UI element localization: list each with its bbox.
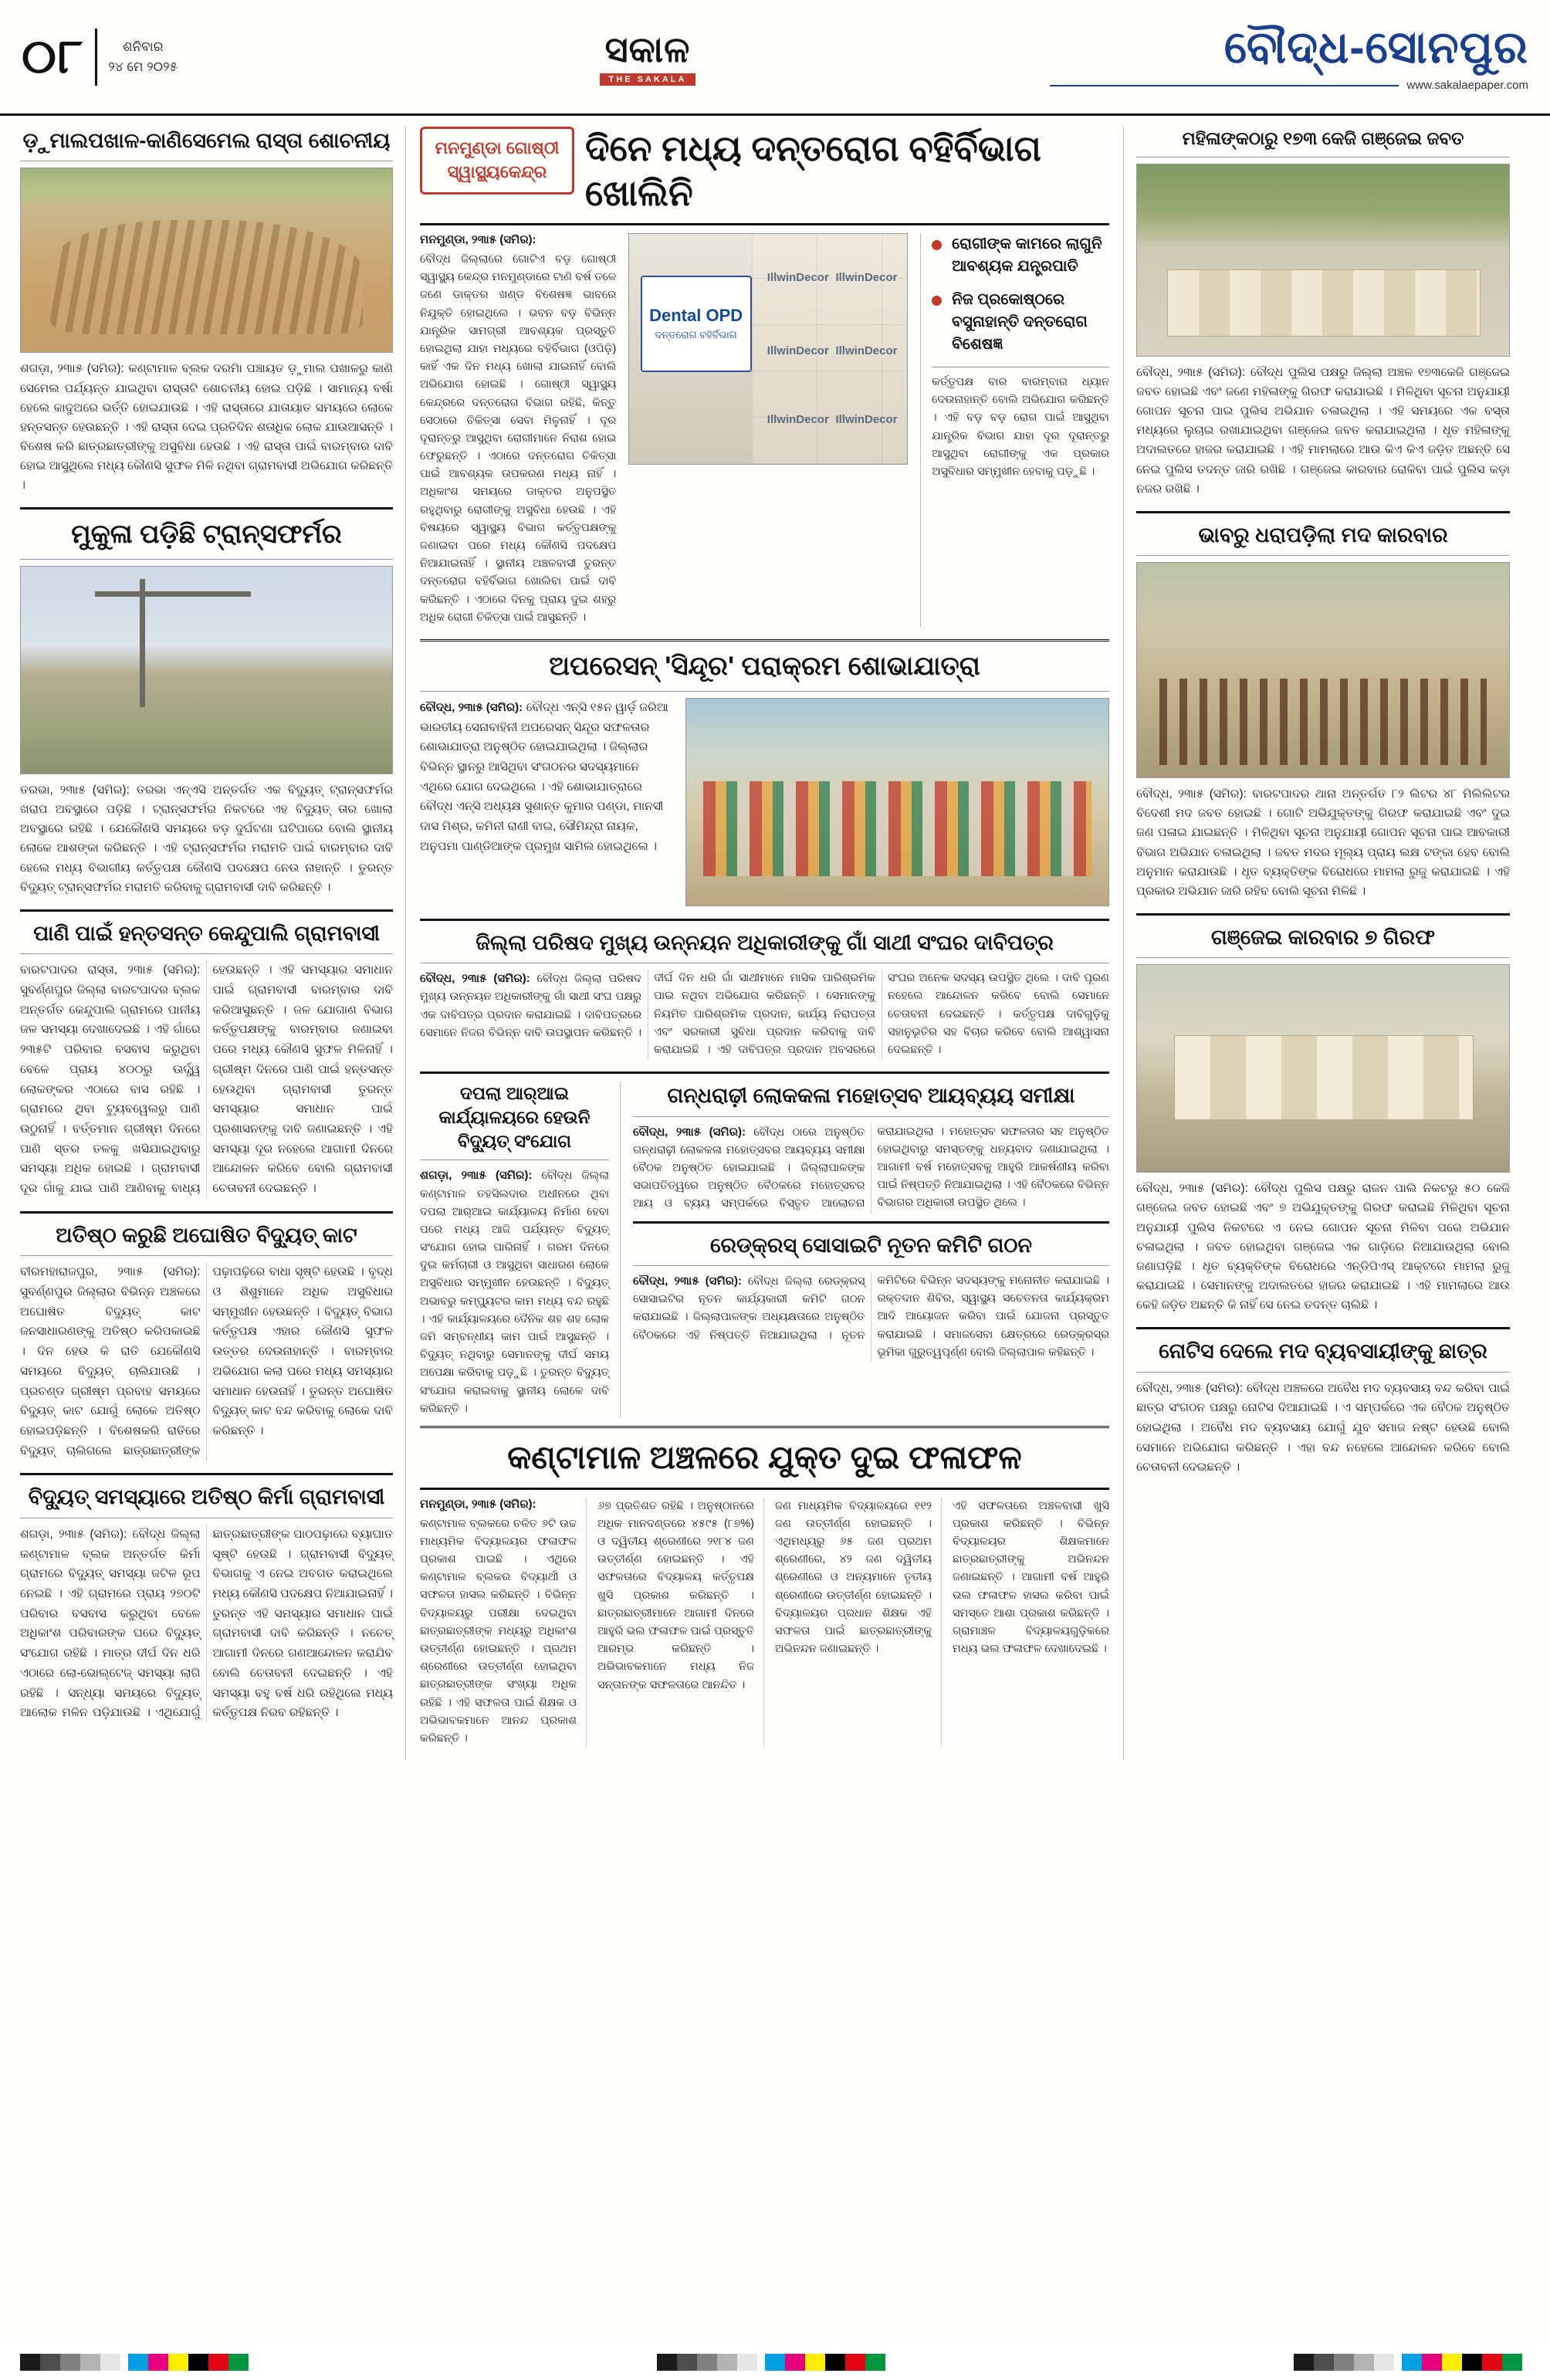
brand-label-1: IllwinDecor bbox=[767, 270, 829, 284]
body-water: ବାରଟପାଦର ରାସ୍ତା, ୨୩ା୫ (ସମିର): ସୁବର୍ଣ୍ଣପୁର ଜିଲ୍ଲା ବାରଟପାଦର ବ୍ଲକ ଅନ୍ତର୍ଗତ କେନ୍ଦୁପାଲି ଗ୍ରାମରେ ପାନୀୟ ଜଳ ସମସ୍ୟା ଦେଖାଦେଇଛି । ଏହି ଗାଁରେ ୨୩୫ଟି ପରିବାର ବସବାସ କରୁଥିବା ବେଳେ ପ୍ରାୟ ୪୦୦ରୁ ଊର୍ଦ୍ଧ୍ୱ ଲୋକଙ୍କର ଏଠାରେ ବାସ ରହିଛି । ଗ୍ରାମରେ ଥିବା ଟ୍ୟୁବୱେଲରୁ ପାଣି ଉଠୁନାହିଁ । ବର୍ତ୍ତମାନ ଗ୍ରୀଷ୍ମ ଦିନରେ ପାଣି ସ୍ତର ତଳକୁ ଖସିଯାଇଥିବାରୁ ସମସ୍ୟା ଅଧିକ ହୋଇଛି । ଗ୍ରାମବାସୀ ଦୂର ଗାଁକୁ ଯାଇ ପାଣି ଆଣିବାକୁ ବାଧ୍ୟ ହେଉଛନ୍ତି । ଏହି ସମସ୍ୟାର ସମାଧାନ ପାଇଁ ଗ୍ରାମବାସୀ ବାରମ୍ବାର ଦାବି କରିଆସୁଛନ୍ତି । ଜଳ ଯୋଗାଣ ବିଭାଗ କର୍ତ୍ତୃପକ୍ଷଙ୍କୁ ବାରମ୍ବାର ଜଣାଇବା ପରେ ମଧ୍ୟ କୌଣସି ସୁଫଳ ମିଳିନାହିଁ । ଗ୍ରୀଷ୍ମ ଦିନରେ ପାଣି ପାଇଁ ହନ୍ତସନ୍ତ ହେଉଥିବା ଗ୍ରାମବାସୀ ତୁରନ୍ତ ସମସ୍ୟାର ସମାଧାନ ପାଇଁ ପ୍ରଶାସନଙ୍କୁ ଦାବି ଜଣାଇଛନ୍ତି । ଏହି ସମସ୍ୟା ଦୂର ନହେଲେ ଆଗାମୀ ଦିନରେ ଆନ୍ଦୋଳନ କରିବେ ବୋଲି ଗ୍ରାମବାସୀ ଚେତାବନୀ ଦେଇଛନ୍ତି । bbox=[20, 963, 393, 1196]
article-student-notice bbox=[1136, 1337, 1510, 1478]
byline-gandharati: ବୌଦ୍ଧ, ୨୩ା୫ (ସମିର): bbox=[633, 1125, 746, 1139]
page-number-block bbox=[22, 29, 245, 86]
publication-day: ଶନିବାର bbox=[122, 39, 164, 54]
headline-liquor: ଭାବରୁ ଧରାପଡ଼ିଲା ମଦ କାରବାର bbox=[1198, 523, 1448, 547]
byline-zp: ବୌଦ୍ଧ, ୨୩ା୫ (ସମିର): bbox=[420, 972, 530, 986]
key-points-list bbox=[932, 233, 1109, 356]
kantamal-columns bbox=[420, 1498, 1109, 1748]
headline-transformer: ମୁକୁଳା ପଡ଼ିଛି ଟ୍ରାନ୍ସଫର୍ମର bbox=[71, 520, 342, 550]
brand-label-3: IllwinDecor bbox=[767, 344, 829, 358]
opd-wall-tiles bbox=[752, 234, 908, 464]
edition-rule-line bbox=[1050, 85, 1399, 86]
publication-date-value: ୨୪ ମେ ୨୦୨୫ bbox=[108, 59, 178, 74]
article-kirma-power bbox=[20, 1483, 393, 1723]
body-kantamal-col4: ଏହି ସଫଳତାରେ ଅଞ୍ଚଳବାସୀ ଖୁସି ପ୍ରକାଶ କରିଛନ୍ତି । ବିଭିନ୍ନ ବିଦ୍ୟାଳୟର ଶିକ୍ଷକମାନେ ଛାତ୍ରଛାତ୍ରୀଙ୍କୁ ଅଭିନନ୍ଦନ ଜଣାଇଛନ୍ତି । ଆଗାମୀ ବର୍ଷ ଆହୁରି ଭଲ ଫଳାଫଳ ହାସଲ କରିବା ପାଇଁ ସମସ୍ତେ ଆଶା ପ୍ରକାଶ କରିଛନ୍ତି । ଗ୍ରାମାଞ୍ଚଳ ବିଦ୍ୟାଳୟଗୁଡ଼ିକରେ ମଧ୍ୟ ଭଲ ଫଳାଫଳ ଦେଖାଦେଇଛି । bbox=[953, 1499, 1109, 1656]
edition-block bbox=[1050, 22, 1528, 92]
damaged-village-road-photo bbox=[20, 168, 393, 353]
headline-dapala: ଦପଲା ଆର୍‌ଆଇ କାର୍ଯ୍ୟାଳୟରେ ହେଉନି ବିଦ୍ୟୁତ୍ ସଂଯୋଗ bbox=[438, 1083, 591, 1152]
body-liquor: ବୌଦ୍ଧ, ୨୩ା୫ (ସମିର): ବାରଟପାଦର ଥାନା ଅନ୍ତର୍ଗତ ୮୨ ଲିଟର ୪୮ ମିଲିଲିଟର ବିଦେଶୀ ମଦ ଜବତ ହୋଇଛି । ଗୋଟି ଅଭିଯୁକ୍ତଙ୍କୁ ଗିରଫ କରାଯାଇଛି ଏବଂ ଦୁଇ ଜଣ ପଳାଇ ଯାଇଛନ୍ତି । ମିଳିଥିବା ସୂଚନା ଅନୁଯାୟୀ ଗୋପନ ସୂଚନା ପାଇ ଆବକାରୀ ବିଭାଗ ଅଭିଯାନ ଚଳାଇଥିଲା । ଜବତ ମଦର ମୂଲ୍ୟ ପ୍ରାୟ ଲକ୍ଷ ଟଙ୍କା ହେବ ବୋଲି ଅନୁମାନ କରାଯାଉଛି । ଧୃତ ବ୍ୟକ୍ତିଙ୍କ ବିରୋଧରେ ମାମଲା ରୁଜୁ କରାଯାଇଛି । ଏହି ପ୍ରକାର ଅଭିଯାନ ଜାରି ରହିବ ବୋଲି ସୂଚନା ମିଳିଛି । bbox=[1136, 787, 1510, 898]
color-swatch-group-3 bbox=[1402, 2354, 1522, 2371]
sub-stories-row bbox=[420, 1082, 1109, 1418]
body-kantamal-col1: କଣ୍ଟାମାଳ ବ୍ଲକରେ ଚଳିତ ୬ଟି ଉଚ୍ଚ ମାଧ୍ୟମିକ ବିଦ୍ୟାଳୟର ଫଳାଫଳ ପ୍ରକାଶ ପାଇଛି । ଏଥିରେ କଣ୍ଟାମାଳ ବ୍ଲକର ବିଦ୍ୟାର୍ଥୀ ଓ ସଫଳତା ହାସଲ କରିଛନ୍ତି । ବିଭିନ୍ନ ବିଦ୍ୟାଳୟରୁ ପରୀକ୍ଷା ଦେଇଥିବା ଛାତ୍ରଛାତ୍ରୀଙ୍କ ମଧ୍ୟରୁ ଅଧିକାଂଶ ଉତ୍ତୀର୍ଣ୍ଣ ହୋଇଛନ୍ତି । ପ୍ରଥମ ଶ୍ରେଣୀରେ ଉତ୍ତୀର୍ଣ୍ଣ ହୋଇଥିବା ଛାତ୍ରଛାତ୍ରୀଙ୍କ ସଂଖ୍ୟା ଅଧିକ ରହିଛି । ଏହି ସଫଳତା ପାଇଁ ଶିକ୍ଷକ ଓ ଅଭିଭାବକମାନେ ଆନନ୍ଦ ପ୍ରକାଶ କରିଛନ୍ତି । bbox=[420, 1517, 577, 1745]
gray-scale-group-3 bbox=[1294, 2354, 1394, 2371]
print-registration-bar bbox=[0, 2344, 1550, 2380]
caption-transformer: ତରଭା, ୨୩ା୫ (ସମିର): ତରଭା ଏନ୍‌ଏସି ଅନ୍ତର୍ଗତ ଏକ ବିଦ୍ୟୁତ୍ ଟ୍ରାନ୍ସଫର୍ମର ଖରାପ ଅବସ୍ଥାରେ ପଡ଼ିଛି । ଟ୍ରାନ୍ସଫର୍ମର ନିକଟରେ ଏହ ବିଦ୍ୟୁତ୍ ତାର ଖୋଲା ଅବସ୍ଥାରେ ରହିଛି । ଯେକୌଣସି ସମୟରେ ବଡ଼ ଦୁର୍ଘଟଣା ଘଟିପାରେ ବୋଲି ସ୍ଥାନୀୟ ଲୋକେ ଆଶଙ୍କା କରିଛନ୍ତି । ଏହି ଟ୍ରାନ୍ସଫର୍ମର ମରାମତି ପାଇଁ ବାରମ୍ବାର ଦାବି ହେଲେ ମଧ୍ୟ ବିଭାଗୀୟ କର୍ତ୍ତୃପକ୍ଷ କୌଣସି ପଦକ୍ଷେପ ନେଉ ନାହାନ୍ତି । ତୁରନ୍ତ ବିଦ୍ୟୁତ୍ ଟ୍ରାନ୍ସଫର୍ମର ମରାମତି କରିବାକୁ ଗ୍ରାମବାସୀ ଦାବି କରିଛନ୍ତି । bbox=[20, 784, 393, 894]
body-kirma: ଶଗଡ଼ା, ୨୩ା୫ (ସମିର): ବୌଦ୍ଧ ଜିଲ୍ଲା କଣ୍ଟାମାଳ ବ୍ଲକ ଅନ୍ତର୍ଗତ କିର୍ମା ଗ୍ରାମରେ ବିଦ୍ୟୁତ୍ ସମସ୍ୟା ଜଟିଳ ରୂପ ନେଇଛି । ଏହି ଗ୍ରାମରେ ପ୍ରାୟ ୨୭୦ଟି ପରିବାର ବସବାସ କରୁଥିବା ବେଳେ ଅଧିକାଂଶ ପରିବାରଙ୍କ ଘରେ ବିଦ୍ୟୁତ୍ ସଂଯୋଗ ରହିଛି । ମାତ୍ର ଦୀର୍ଘ ଦିନ ଧରି ଏଠାରେ ଲୋ-ଭୋଲ୍ଟେଜ୍ ସମସ୍ୟା ଲାଗି ରହିଛି । ସନ୍ଧ୍ୟା ସମୟରେ ବିଦ୍ୟୁତ୍ ଆଲୋକ ମଳିନ ପଡ଼ିଯାଉଛି । ଏଥିଯୋଗୁଁ ଛାତ୍ରଛାତ୍ରୀଙ୍କ ପାଠପଢ଼ାରେ ବ୍ୟାଘାତ ସୃଷ୍ଟି ହେଉଛି । ଗ୍ରାମବାସୀ ବିଦ୍ୟୁତ୍ ବିଭାଗକୁ ଏ ନେଇ ଅବଗତ କରାଇଥିଲେ ମଧ୍ୟ କୌଣସି ପଦକ୍ଷେପ ନିଆଯାଇନାହିଁ । ତୁରନ୍ତ ଏହି ସମସ୍ୟାର ସମାଧାନ ପାଇଁ ଗ୍ରାମବାସୀ ଦାବି କରିଛନ୍ତି । ନଚେତ୍ ଆଗାମୀ ଦିନରେ ଗଣଆନ୍ଦୋଳନ କରାଯିବ ବୋଲି ଚେତାବନୀ ଦେଇଛନ୍ତି । ଏହି ସମସ୍ୟା ବହୁ ବର୍ଷ ଧରି ରହିଥିଲେ ମଧ୍ୟ କର୍ତ୍ତୃପକ୍ଷ ନିରବ ରହିଛନ୍ତି । bbox=[20, 1527, 394, 1720]
logo-subtitle: THE SAKALA bbox=[600, 73, 696, 86]
website-url[interactable]: www.sakalaepaper.com bbox=[1406, 79, 1528, 92]
gray-scale-group-2 bbox=[657, 2354, 757, 2371]
masthead-divider bbox=[95, 29, 97, 86]
body-zp-text: ବୌଦ୍ଧ ଜିଲ୍ଲା ପରିଷଦ ମୁଖ୍ୟ ଉନ୍ନୟନ ଅଧିକାରୀଙ୍କୁ ଗାଁ ସାଥୀ ସଂଘ ପକ୍ଷରୁ ଏକ ଦାବିପତ୍ର ପ୍ରଦାନ କରାଯାଇଛି । ଦାବିପତ୍ରରେ ସେମାନେ ନିଜର ବିଭିନ୍ନ ଦାବି ଉପସ୍ଥାପନ କରିଛନ୍ତି । ଦୀର୍ଘ ଦିନ ଧରି ଗାଁ ସାଥୀମାନେ ମାସିକ ପାରିଶ୍ରମିକ ପାଇ ନଥିବା ଅଭିଯୋଗ କରିଛନ୍ତି । ସେମାନଙ୍କୁ ନିୟମିତ ପାରିଶ୍ରମିକ ପ୍ରଦାନ, କାର୍ଯ୍ୟ ନିରାପତ୍ତା ଏବଂ ସରକାରୀ ସୁବିଧା ପ୍ରଦାନ କରିବାକୁ ଦାବି କରାଯାଇଛି । ଏହି ଦାବିପତ୍ର ପ୍ରଦାନ ଅବସରରେ ସଂଘର ଅନେକ ସଦସ୍ୟ ଉପସ୍ଥିତ ଥିଲେ । ଦାବି ପୂରଣ ନହେଲେ ଆନ୍ଦୋଳନ କରିବେ ବୋଲି ସେମାନେ ଚେତାବନୀ ଦେଇଛନ୍ତି । କର୍ତ୍ତୃପକ୍ଷ ଦାବିଗୁଡ଼ିକୁ ସହାନୁଭୂତିର ସହ ବିଚାର କରିବେ ବୋଲି ଆଶ୍ୱାସନା ଦେଇଛନ୍ତି । bbox=[420, 972, 1109, 1057]
article-dapala-power bbox=[420, 1082, 621, 1418]
body-gandharati-text: ବୌଦ୍ଧ ଠାରେ ଅନୁଷ୍ଠିତ ଗନ୍ଧରାଢ଼ୀ ଲୋକକଳା ମହୋତ୍ସବର ଆୟବ୍ୟୟ ସମୀକ୍ଷା ବୈଠକ ଅନୁଷ୍ଠିତ ହୋଇଯାଇଛି । ଜିଲ୍ଲାପାଳଙ୍କ ସଭାପତିତ୍ୱରେ ଅନୁଷ୍ଠିତ ବୈଠକରେ ମହୋତ୍ସବର ଆୟ ଓ ବ୍ୟୟ ସମ୍ପର୍କରେ ବିସ୍ତୃତ ଆଲୋଚନା କରାଯାଇଥିଲା । ମହୋତ୍ସବ ସଫଳତାର ସହ ଅନୁଷ୍ଠିତ ହୋଇଥିବାରୁ ସମସ୍ତଙ୍କୁ ଧନ୍ୟବାଦ ଜଣାଯାଇଥିଲା । ଆଗାମୀ ବର୍ଷ ମହୋତ୍ସବକୁ ଆହୁରି ଆକର୍ଷଣୀୟ କରିବା ପାଇଁ ନିଷ୍ପତ୍ତି ନିଆଯାଇଥିଲା । ଏହି ବୈଠକରେ ବିଭିନ୍ନ ବିଭାଗର ଅଧିକାରୀ ଉପସ୍ଥିତ ଥିଲେ । bbox=[633, 1125, 1109, 1210]
edition-name: ବୌଦ୍ଧ-ସୋନପୁର bbox=[1223, 22, 1528, 73]
brand-label-4: IllwinDecor bbox=[835, 344, 898, 358]
byline-redcross: ବୌଦ୍ଧ, ୨୩ା୫ (ସମିର): bbox=[633, 1275, 743, 1288]
opd-signboard bbox=[641, 276, 752, 372]
article-ganja-seizure bbox=[1136, 127, 1510, 499]
body-redcross-text: ବୌଦ୍ଧ ଜିଲ୍ଲା ରେଡ୍‌କ୍ରସ୍ ସୋସାଇଟିର ନୂତନ କାର୍ଯ୍ୟକାରୀ କମିଟି ଗଠନ କରାଯାଇଛି । ଜିଲ୍ଲାପାଳଙ୍କ ଅଧ୍ୟକ୍ଷତାରେ ଅନୁଷ୍ଠିତ ବୈଠକରେ ଏହି ନିଷ୍ପତ୍ତି ନିଆଯାଇଥିଲା । ନୂତନ କମିଟିରେ ବିଭିନ୍ନ ସଦସ୍ୟଙ୍କୁ ମନୋନୀତ କରାଯାଇଛି । ରକ୍ତଦାନ ଶିବିର, ସ୍ୱାସ୍ଥ୍ୟ ସଚେତନତା କାର୍ଯ୍ୟକ୍ରମ ଆଦି ଆୟୋଜନ କରିବା ପାଇଁ ଯୋଜନା ପ୍ରସ୍ତୁତ କରାଯାଇଛି । ସମାଜସେବା କ୍ଷେତ୍ରରେ ରେଡ୍‌କ୍ରସ୍‌ର ଭୂମିକା ଗୁରୁତ୍ୱପୂର୍ଣ୍ଣ ବୋଲି ଜିଲ୍ଲାପାଳ କହିଛନ୍ତି । bbox=[633, 1275, 1109, 1359]
left-column bbox=[20, 127, 406, 1760]
headline-gandharati: ଗନ୍ଧରାଢ଼ୀ ଲୋକକଳା ମହୋତ୍ସବ ଆୟବ୍ୟୟ ସମୀକ୍ଷା bbox=[667, 1084, 1075, 1108]
article-sindur-rally bbox=[420, 649, 1109, 906]
headline-dental-opd: ଦିନେ ମଧ୍ୟ ଦନ୍ତରୋଗ ବହିର୍ବିଭାଗ ଖୋଲିନି bbox=[585, 128, 1041, 213]
body-kantamal-col3: ଜଣ ମାଧ୍ୟମିକ ବିଦ୍ୟାଳୟରେ ୧୧୨ ଜଣ ଉତ୍ତୀର୍ଣ୍ଣ ହୋଇଛନ୍ତି । ଏଥିମଧ୍ୟରୁ ୬୫ ଜଣ ପ୍ରଥମ ଶ୍ରେଣୀରେ, ୪୨ ଜଣ ଦ୍ୱିତୀୟ ଶ୍ରେଣୀରେ ଓ ଅନ୍ୟମାନେ ତୃତୀୟ ଶ୍ରେଣୀରେ ଉତ୍ତୀର୍ଣ୍ଣ ହୋଇଛନ୍ତି । ବିଦ୍ୟାଳୟର ପ୍ରଧାନ ଶିକ୍ଷକ ଏହି ସଫଳତା ପାଇଁ ଛାତ୍ରଛାତ୍ରୀଙ୍କୁ ଅଭିନନ୍ଦନ ଜଣାଇଛନ୍ତି । bbox=[775, 1499, 932, 1656]
brand-label-2: IllwinDecor bbox=[835, 270, 898, 284]
article-road-condition bbox=[20, 127, 393, 495]
opd-sign-subtitle: ଦନ୍ତରୋଗ ବହିର୍ବିଭାଗ bbox=[655, 329, 737, 341]
page-number: ୦୮ bbox=[22, 29, 85, 83]
liquor-seizure-photo bbox=[1136, 562, 1510, 778]
ganja-seizure-police-photo bbox=[1136, 164, 1510, 357]
body-ganja-seizure: ବୌଦ୍ଧ, ୨୩ା୫ (ସମିର): ବୌଦ୍ଧ ପୁଲିସ ପକ୍ଷରୁ ଜିଲ୍ଲା ଅଞ୍ଚଳ ୧୭୩କେଜି ଗଞ୍ଜେଇ ଜବତ ହୋଇଛି ଏବଂ ଜଣେ ମହିଳାଙ୍କୁ ଗିରଫ କରାଯାଇଛି । ମିଳିଥିବା ସୂଚନା ଅନୁଯାୟୀ ଗୋପନ ସୂଚନା ପାଇ ପୁଲିସ ଅଭିଯାନ ଚଳାଇଥିଲା । ଏହି ସମୟରେ ଏକ ବସ୍ତା ମଧ୍ୟରେ ଲୁଚାଇ ରଖାଯାଇଥିବା ଗଞ୍ଜେଇ ଜବତ କରାଯାଇଥିଲା । ଧୃତ ମହିଳାଙ୍କୁ ଅଦାଲତରେ ହାଜର କରାଯାଇଛି । ଏହି ମାମଲାରେ ଆଉ କିଏ କିଏ ଜଡ଼ିତ ଅଛନ୍ତି ସେ ନେଇ ପୁଲିସ ତଦନ୍ତ ଜାରି ରଖିଛି । ଗଞ୍ଜେଇ କାରବାର ରୋକିବା ପାଇଁ ପୁଲିସ କଡ଼ା ନଜର ରଖିଛି । bbox=[1136, 366, 1510, 496]
body-power-cut: ବୀରମହାରାଜପୁର, ୨୩ା୫ (ସମିର): ସୁବର୍ଣ୍ଣପୁର ଜିଲ୍ଲାର ବିଭିନ୍ନ ଅଞ୍ଚଳରେ ଅଘୋଷିତ ବିଦ୍ୟୁତ୍ କାଟ ଜନସାଧାରଣଙ୍କୁ ଅତିଷ୍ଠ କରିପକାଇଛି । ଦିନ ହେଉ କି ରାତି ଯେକୌଣସି ସମୟରେ ବିଦ୍ୟୁତ୍ ଚାଲିଯାଉଛି । ପ୍ରଚଣ୍ଡ ଗ୍ରୀଷ୍ମ ପ୍ରବାହ ସମୟରେ ବିଦ୍ୟୁତ୍ କାଟ ଯୋଗୁଁ ଲୋକେ ଅତିଷ୍ଠ ହୋଇପଡ଼ିଛନ୍ତି । ବିଶେଷକରି ରାତିରେ ବିଦ୍ୟୁତ୍ ଚାଲିଗଲେ ଛାତ୍ରଛାତ୍ରୀଙ୍କ ପଢ଼ାପଢ଼ିରେ ବାଧା ସୃଷ୍ଟି ହେଉଛି । ବୃଦ୍ଧ ଓ ଶିଶୁମାନେ ଅଧିକ ଅସୁବିଧାର ସମ୍ମୁଖୀନ ହେଉଛନ୍ତି । ବିଦ୍ୟୁତ୍ ବିଭାଗ କର୍ତ୍ତୃପକ୍ଷ ଏହାର କୌଣସି ସୁଫଳ ଉତ୍ତର ଦେଉନାହାନ୍ତି । ବାରମ୍ବାର ଅଭିଯୋଗ କଲା ପରେ ମଧ୍ୟ ସମସ୍ୟାର ସମାଧାନ ହେଉନାହିଁ । ତୁରନ୍ତ ଅଘୋଷିତ ବିଦ୍ୟୁତ୍ କାଟ ବନ୍ଦ କରିବାକୁ ଲୋକେ ଦାବି କରିଛନ୍ତି । bbox=[20, 1265, 393, 1457]
key-point-2: ନିଜ ପ୍ରକୋଷ୍ଠରେ ବସୁନାହାନ୍ତି ଦନ୍ତରୋଗ ବିଶେଷଜ୍ଞ bbox=[932, 289, 1109, 356]
opd-sign-title: Dental OPD bbox=[649, 306, 743, 326]
story-flag-badge: ମନମୁଣ୍ଡା ଗୋଷ୍ଠୀ ସ୍ୱାସ୍ଥ୍ୟକେନ୍ଦ୍ର bbox=[420, 127, 574, 195]
headline-zp: ଜିଲ୍ଲା ପରିଷଦ ମୁଖ୍ୟ ଉନ୍ନୟନ ଅଧିକାରୀଙ୍କୁ ଗାଁ ସାଥୀ ସଂଘର ଦାବିପତ୍ର bbox=[475, 930, 1054, 954]
article-zp-memorandum bbox=[420, 929, 1109, 1059]
byline-sindur: ବୌଦ୍ଧ, ୨୩ା୫ (ସମିର): bbox=[420, 700, 523, 714]
body-notice: ବୌଦ୍ଧ, ୨୩ା୫ (ସମିର): ବୌଦ୍ଧ ଅଞ୍ଚଳରେ ଅବୈଧ ମଦ ବ୍ୟବସାୟ ବନ୍ଦ କରିବା ପାଇଁ ଛାତ୍ର ସଂଗଠନ ପକ୍ଷରୁ ନୋଟିସ ଦିଆଯାଇଛି । ଏ ସମ୍ପର୍କରେ ଏକ ବୈଠକ ଅନୁଷ୍ଠିତ ହୋଇଥିଲା । ଅବୈଧ ମଦ ବ୍ୟବସାୟ ଯୋଗୁଁ ଯୁବ ସମାଜ ନଷ୍ଟ ହେଉଛି ବୋଲି ସେମାନେ ଅଭିଯୋଗ କରିଛନ୍ତି । ଏହା ବନ୍ଦ ନହେଲେ ଆନ୍ଦୋଳନ କରିବେ ବୋଲି ଚେତାବନୀ ଦେଇଛନ୍ତି । bbox=[1136, 1381, 1510, 1474]
body-redcross bbox=[633, 1272, 1109, 1362]
color-swatch-group-1 bbox=[128, 2354, 249, 2371]
logo-text: ସକାଳ bbox=[604, 29, 691, 69]
headline-notice: ନୋଟିସ ଦେଲେ ମଦ ବ୍ୟବସାୟୀଙ୍କୁ ଛାତ୍ର bbox=[1159, 1339, 1487, 1363]
article-transformer bbox=[20, 517, 393, 897]
page-content bbox=[0, 116, 1550, 1760]
masthead bbox=[0, 0, 1550, 116]
publication-date bbox=[108, 37, 178, 76]
article-liquor-seizure bbox=[1136, 521, 1510, 901]
rally-procession-photo bbox=[685, 698, 1109, 906]
headline-road: ଡ଼ୁମାଲପଖାଳ-କାଣିସେମେଲ ରାସ୍ତା ଶୋଚନୀୟ bbox=[22, 129, 391, 152]
body-gandharati bbox=[633, 1123, 1109, 1214]
dental-opd-signboard-photo bbox=[628, 233, 908, 465]
article-water-crisis bbox=[20, 919, 393, 1199]
electric-transformer-photo bbox=[20, 566, 393, 774]
article-kantamal-results bbox=[420, 1436, 1109, 1748]
headline-ganja-seizure: ମହିଳାଙ୍କଠାରୁ ୧୭୩ କେଜି ଗଞ୍ଜେଇ ଜବତ bbox=[1182, 128, 1464, 148]
headline-seven-arrested: ଗଞ୍ଜେଇ କାରବାର ୭ ଗିରଫ bbox=[1211, 925, 1435, 949]
article-redcross bbox=[633, 1231, 1109, 1362]
color-swatch-group-2 bbox=[765, 2354, 885, 2371]
caption-road: ଶଗଡ଼ା, ୨୩ା୫ (ସମିର): କଣ୍ଟାମାଳ ବ୍ଲକ ଦରମିା ପଞ୍ଚାୟତ ଡ଼ୁମାଲ ପଖାଳରୁ କାଣି ସେମେଲ ପର୍ଯ୍ୟନ୍ତ ଯାଇଥିବା ରାସ୍ତାଟି ଶୋଚନୀୟ ହୋଇ ପଡ଼ିଛି । ସାମାନ୍ୟ ବର୍ଷା ହେଲେ କାଦୁଅରେ ଭର୍ତ୍ତି ହୋଇଯାଉଛି । ଏହି ରାସ୍ତାରେ ଯାତାୟାତ ସମୟରେ ଲୋକେ ହନ୍ତସନ୍ତ ହେଉଛନ୍ତି । ଏହି ରାସ୍ତା ଦେଇ ପ୍ରତିଦିନ ଶତାଧିକ ଲୋକ ଯାଉଆସନ୍ତି । ବିଶେଷ କରି ଛାତ୍ରଛାତ୍ରୀଙ୍କୁ ଅସୁବିଧା ହେଉଛି । ଏହି ରାସ୍ତା ପାଇଁ ବାରମ୍ବାର ଦାବି ହୋଇ ଆସୁଥିଲେ ମଧ୍ୟ କୌଣସି ସୁଫଳ ମିଳି ନଥିବା ଗ୍ରାମବାସୀ ଅଭିଯୋଗ କରିଛନ୍ତି । bbox=[20, 362, 393, 493]
headline-redcross: ରେଡ୍‌କ୍ରସ୍ ସୋସାଇଟି ନୂତନ କମିଟି ଗଠନ bbox=[710, 1233, 1032, 1257]
body-dapala-text: ବୌଦ୍ଧ ଜିଲ୍ଲା କଣ୍ଟାମାଳ ତହସିଲଦାର ଅଧୀନରେ ଥିବା ଦପଲା ଆର୍‌ଆଇ କାର୍ଯ୍ୟାଳୟ ନିର୍ମାଣ ହେବା ପରେ ମଧ୍ୟ ଆଜି ପର୍ଯ୍ୟନ୍ତ ବିଦ୍ୟୁତ୍ ସଂଯୋଗ ହୋଇ ପାରିନାହିଁ । ଗରମ ଦିନରେ ଦୁଇ କର୍ମଚାରୀ ଓ ଆସୁଥିବା ସାଧାରଣ ଲୋକେ ଅସୁବିଧାର ସମ୍ମୁଖୀନ ହେଉଛନ୍ତି । ବିଦ୍ୟୁତ୍ ଅଭାବରୁ କମ୍ପ୍ୟୁଟର କାମ ମଧ୍ୟ ବନ୍ଦ ରହୁଛି । ଏହି କାର୍ଯ୍ୟାଳୟରେ ଦୈନିକ ଶହ ଶହ ଲୋକ ଜମି ସମ୍ବନ୍ଧୀୟ କାମ ପାଇଁ ଆସୁଛନ୍ତି । ବିଦ୍ୟୁତ୍ ନଥିବାରୁ ସେମାନଙ୍କୁ ଦୀର୍ଘ ସମୟ ଅପେକ୍ଷା କରିବାକୁ ପଡ଼ୁଛି । ତୁରନ୍ତ ବିଦ୍ୟୁତ୍ ସଂଯୋଗ କରାଇବାକୁ ସ୍ଥାନୀୟ ଲୋକେ ଦାବି କରିଛନ୍ତି । bbox=[420, 1170, 609, 1415]
headline-power-cut: ଅତିଷ୍ଠ କରୁଛି ଅଘୋଷିତ ବିଦ୍ୟୁତ୍ କାଟ bbox=[56, 1223, 357, 1247]
right-column bbox=[1124, 127, 1510, 1760]
brand-label-5: IllwinDecor bbox=[767, 413, 829, 427]
article-gandharati bbox=[633, 1082, 1109, 1418]
byline-dapala: ଶଗଡ଼ା, ୨୩ା୫ (ସମିର): bbox=[420, 1169, 533, 1183]
seven-arrested-photo bbox=[1136, 964, 1510, 1173]
byline-dental-opd: ମନମୁଣ୍ଡା, ୨୩ା୫ (ସମିର): bbox=[420, 233, 536, 246]
article-seven-arrested bbox=[1136, 923, 1510, 1315]
gray-scale-group-1 bbox=[20, 2354, 120, 2371]
body-kantamal-col2: ୬୭ ପ୍ରତିଶତ ରହିଛି । ଅନୁଷ୍ଠାନରେ ଅଧିକ ମାନଦଣ୍ଡରେ ୪୫୯୫ (୮୭%) ଓ ଦ୍ୱିତୀୟ ଶ୍ରେଣୀରେ ୨୧୮୪ ଜଣ ଉତ୍ତୀର୍ଣ୍ଣ ହୋଇଛନ୍ତି । ଏହି ସଫଳତାରେ ବିଦ୍ୟାଳୟ କର୍ତ୍ତୃପକ୍ଷ ଖୁସି ପ୍ରକାଶ କରିଛନ୍ତି । ଛାତ୍ରଛାତ୍ରୀମାନେ ଆଗାମୀ ଦିନରେ ଆହୁରି ଭଲ ଫଳାଫଳ ପାଇଁ ପ୍ରସ୍ତୁତି ଆରମ୍ଭ କରିଛନ୍ତି । ଅଭିଭାବକମାନେ ମଧ୍ୟ ନିଜ ସନ୍ତାନଙ୍କ ସଫଳତାରେ ଆନନ୍ଦିତ । bbox=[597, 1499, 754, 1691]
body-seven-arrested: ବୌଦ୍ଧ, ୨୩ା୫ (ସମିର): ବୌଦ୍ଧ ପୁଲିସ ପକ୍ଷରୁ ରାଜନ ପାଲି ନିକଟରୁ ୫୦ କେଜି ଗଞ୍ଜେଇ ଜବତ ହୋଇଛି ଏବଂ ୭ ଅଭିଯୁକ୍ତଙ୍କୁ ଗିରଫ କରାଇଛି ମିଳିଥିବା ସୂଚନା ଅନୁଯାୟୀ ପୁଲିସ ନିକଟରେ ଏ ନେଇ ଗୋପନ ସୂଚନା ମିଳିବା ପରେ ଅଭିଯାନ ଚଳାଇଥିଲା । ଜବତ ହୋଇଥିବା ଗଞ୍ଜେଇ ଏକ ଗାଡ଼ିରେ ନିଆଯାଉଥିଲା ବୋଲି ଜଣାପଡ଼ିଛି । ଧୃତ ବ୍ୟକ୍ତିଙ୍କ ବିରୋଧରେ ଏନ୍‌ଡିପିଏସ୍ ଆକ୍ଟରେ ମାମଲା ରୁଜୁ କରାଯାଇଛି । ସେମାନଙ୍କୁ ଅଦାଲତରେ ହାଜର କରାଯାଇଛି । ଏହି ମାମଲାରେ ଆଉ କେହି ଜଡ଼ିତ ଅଛନ୍ତି କି ନାହିଁ ସେ ନେଇ ତଦନ୍ତ ଚାଲିଛି । bbox=[1136, 1182, 1510, 1312]
headline-sindur: ଅପରେସନ୍ 'ସିନ୍ଦୂର' ପରାକ୍ରମ ଶୋଭାଯାତ୍ରା bbox=[549, 651, 980, 681]
brand-label-6: IllwinDecor bbox=[835, 413, 898, 427]
body-dental-opd: ବୌଦ୍ଧ ଜିଲ୍ଲାରେ ଗୋଟିଏ ବଡ଼ ଗୋଷ୍ଠୀ ସ୍ୱାସ୍ଥ୍ୟ କେନ୍ଦ୍ର ମନମୁଣ୍ଡାରେ ଟାଣି ବର୍ଷ ତଳେ ଜଣେ ଡାକ୍ତର ଖଣ୍ଡ ବିଶେଷଜ୍ଞ ଭାବରେ ନିଯୁକ୍ତି ହୋଇଥିଲେ । ଭବନ ବଡ଼ ବିଭିନ୍ନ ଯାନ୍ତ୍ରିକ ସାମଗ୍ରୀ ଆବଶ୍ୟକ ପ୍ରସ୍ତୁତି ହୋଇଥିଲା ଯାହା ମଧ୍ୟରେ ବହିର୍ବିଭାଗ (ଓପିଡ଼ି) କାହିଁ ଏକ ଦିନ ମଧ୍ୟ ଖୋଲା ଯାଇନାହିଁ ବୋଲି ଅଭିଯୋଗ ହୋଇଛି । ଗୋଷ୍ଠୀ ସ୍ୱାସ୍ଥ୍ୟ କେନ୍ଦ୍ରରେ ଦନ୍ତରୋଗ ବିଭାଗ ରହିଛି, କିନ୍ତୁ ସେଠାରେ ଚିକିତ୍ସା ସେବା ମିଳୁନାହିଁ । ଦୂର ଦୂରାନ୍ତରୁ ଆସୁଥିବା ରୋଗୀମାନେ ନିରାଶ ହୋଇ ଫେରୁଛନ୍ତି । ଏଠାରେ ଦନ୍ତରୋଗ ଚିକିତ୍ସା ପାଇଁ ଆବଶ୍ୟକ ଉପକରଣ ମଧ୍ୟ ନାହିଁ । ଅଧିକାଂଶ ସମୟରେ ଡାକ୍ତର ଅନୁପସ୍ଥିତ ରହୁଥିବାରୁ ରୋଗୀଙ୍କୁ ଅସୁବିଧା ହେଉଛି । ଏହି ବିଷୟରେ ସ୍ୱାସ୍ଥ୍ୟ ବିଭାଗ କର୍ତ୍ତୃପକ୍ଷଙ୍କୁ ଜଣାଇବା ପରେ ମଧ୍ୟ କୌଣସି ପଦକ୍ଷେପ ନିଆଯାଇନାହିଁ । ସ୍ଥାନୀୟ ଅଞ୍ଚଳବାସୀ ତୁରନ୍ତ ଦନ୍ତରୋଗ ବହିର୍ବିଭାଗ ଖୋଲିବା ପାଇଁ ଦାବି କରିଛନ୍ତି । ଏଠାରେ ଦିନକୁ ପ୍ରାୟ ଦୁଇ ଶହରୁ ଅଧିକ ରୋଗୀ ଚିକିତ୍ସା ପାଇଁ ଆସୁଛନ୍ତି । bbox=[420, 253, 617, 624]
middle-column bbox=[406, 127, 1124, 1760]
article-power-cut bbox=[20, 1221, 393, 1461]
body-dapala bbox=[420, 1166, 609, 1418]
body-zp bbox=[420, 970, 1109, 1059]
headline-kantamal: କଣ୍ଟାମାଳ ଅଞ୍ଚଳରେ ଯୁକ୍ତ ଦୁଇ ଫଳାଫଳ bbox=[507, 1438, 1022, 1475]
newspaper-logo bbox=[245, 29, 1050, 86]
byline-kantamal: ମନମୁଣ୍ଡା, ୨୩ା୫ (ସମିର): bbox=[420, 1497, 536, 1511]
side-note-dental: କର୍ତ୍ତୃପକ୍ଷ ବାର ବାରମ୍ବାର ଧ୍ୟାନ ଦେଉନାହାନ୍ତି ବୋଲି ଅଭିଯୋଗ କରିଛନ୍ତି । ଏହି ବଡ଼ ବଡ଼ ରୋଗ ପାଇଁ ଆସୁଥିବା ଯାନ୍ତ୍ରିକ ବିଭାଗ ଯାହା ଦୂର ଦୂରାନ୍ତରୁ ଆସୁଥିବା ରୋଗୀଙ୍କୁ ଏକ ପ୍ରକାର ଅସୁବିଧାର ସମ୍ମୁଖୀନ ହେବାକୁ ପଡ଼ୁଛି । bbox=[932, 376, 1109, 478]
headline-water: ପାଣି ପାଇଁ ହନ୍ତସନ୍ତ କେନ୍ଦୁପାଲି ଗ୍ରାମବାସୀ bbox=[33, 921, 380, 945]
headline-kirma: ବିଦ୍ୟୁତ୍ ସମସ୍ୟାରେ ଅତିଷ୍ଠ କିର୍ମା ଗ୍ରାମବାସୀ bbox=[28, 1485, 385, 1509]
article-dental-opd bbox=[420, 127, 1109, 627]
body-sindur: ବୌଦ୍ଧ ଏନ୍‌ସି ୧୫ନ ୱାର୍ଡ଼ ଜରିଆ ଭାରତୀୟ ସେନାବାହିନୀ ଅପରେସନ୍ ସିନ୍ଦୂର ସଫଳତାର ଶୋଭାଯାତ୍ରା ଅନୁଷ୍ଠିତ ହୋଇଯାଇଥିଲା । ଜିଲ୍ଲାର ବିଭିନ୍ନ ସ୍ଥାନରୁ ଆସିଥିବା ସଂଗଠନର ସଦସ୍ୟମାନେ ଏଥିରେ ଯୋଗ ଦେଇଥିଲେ । ଏହି ଶୋଭାଯାତ୍ରାରେ ବୌଦ୍ଧ ଏନ୍‌ସି ଅଧ୍ୟକ୍ଷ ସୁଶାନ୍ତ କୁମାର ପଣ୍ଡା, ମାନସୀ ଦାସ ମିଶ୍ର, କମିନୀ ରାଣୀ ବାଇ, ସୌମିନ୍ଦ୍ରା ନାୟକ, ଅନୁପମା ପାଣ୍ଡିଆଙ୍କ ପ୍ରମୁଖ ସାମିଲ ହୋଇଥିଲେ । bbox=[420, 700, 668, 853]
key-point-1: ରୋଗୀଙ୍କ କାମରେ ଲାଗୁନି ଆବଶ୍ୟକ ଯନ୍ତ୍ରପାତି bbox=[932, 233, 1109, 278]
